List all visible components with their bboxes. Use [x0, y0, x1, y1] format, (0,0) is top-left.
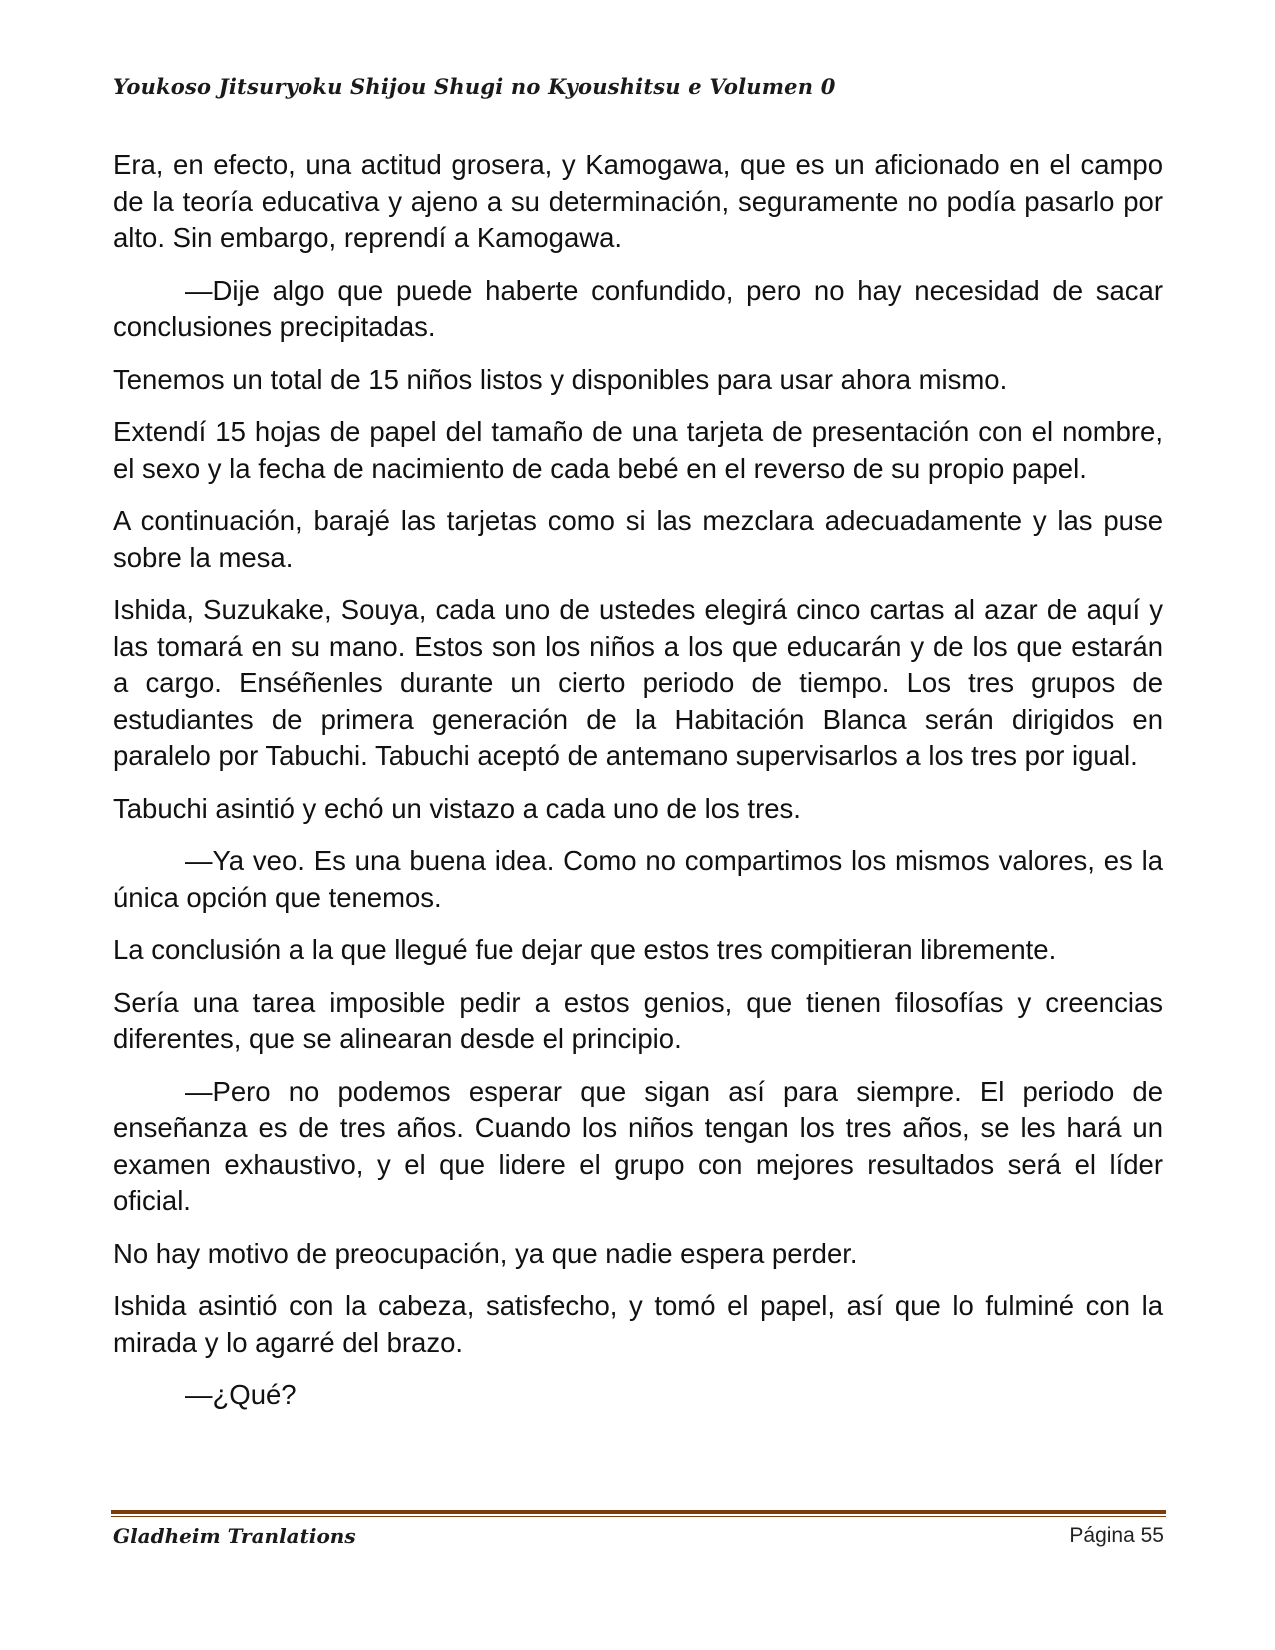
paragraph: Era, en efecto, una actitud grosera, y Kamogawa, que es un aficionado en el campo de la teoría educativa y ajeno a su determinación, seguramente no podía pasarlo por alto. Sin embargo, reprendí a Kamogawa. [113, 149, 1163, 253]
paragraph: Tenemos un total de 15 niños listos y disponibles para usar ahora mismo. [113, 363, 1008, 395]
dialogue-paragraph: —¿Qué? [185, 1379, 297, 1410]
paragraph: A continuación, barajé las tarjetas como si las mezclara adecuadamente y las puse sobre la mesa. [113, 505, 1163, 573]
page-number: Página 55 [1069, 1524, 1164, 1547]
page-header-title: Youkoso Jitsuryoku Shijou Shugi no Kyoushitsu e Volumen 0 [113, 74, 836, 99]
paragraph: La conclusión a la que llegué fue dejar que estos tres compitieran libremente. [113, 934, 1057, 965]
dialogue-paragraph: —Pero no podemos esperar que sigan así para siempre. El periodo de enseñanza es de tres años. Cuando los niños tengan los tres años, se les hará un examen exhaustivo, y el que lidere el grupo con mejores resultados será el líder oficial. [113, 1075, 1163, 1216]
dialogue-paragraph: —Dije algo que puede haberte confundido, pero no hay necesidad de sacar conclusiones precipitadas. [113, 274, 1163, 342]
footer-credit: Gladheim Tranlations [113, 1524, 356, 1548]
paragraph: Ishida, Suzukake, Souya, cada uno de ustedes elegirá cinco cartas al azar de aquí y las tomará en su mano. Estos son los niños a los que educarán y de los que estarán a cargo. Enséñenles durante un cierto periodo de tiempo. Los tres grupos de estudiantes de primera generación de la Habitación Blanca serán dirigidos en paralelo por Tabuchi. Tabuchi aceptó de antemano supervisarlos a los tres por igual. [113, 594, 1163, 771]
paragraph: Ishida asintió con la cabeza, satisfecho, y tomó el papel, así que lo fulminé con la mirada y lo agarré del brazo. [113, 1290, 1163, 1358]
page-body [113, 147, 1163, 1430]
paragraph: Extendí 15 hojas de papel del tamaño de una tarjeta de presentación con el nombre, el sexo y la fecha de nacimiento de cada bebé en el reverso de su propio papel. [113, 416, 1163, 484]
footer-divider-thin [111, 1516, 1166, 1517]
paragraph: No hay motivo de preocupación, ya que nadie espera perder. [113, 1237, 858, 1269]
dialogue-paragraph: —Ya veo. Es una buena idea. Como no compartimos los mismos valores, es la única opción que tenemos. [113, 845, 1163, 913]
footer-divider-thick [111, 1510, 1166, 1514]
paragraph: Sería una tarea imposible pedir a estos genios, que tienen filosofías y creencias diferentes, que se alinearan desde el principio. [113, 986, 1163, 1054]
paragraph: Tabuchi asintió y echó un vistazo a cada uno de los tres. [113, 792, 801, 824]
